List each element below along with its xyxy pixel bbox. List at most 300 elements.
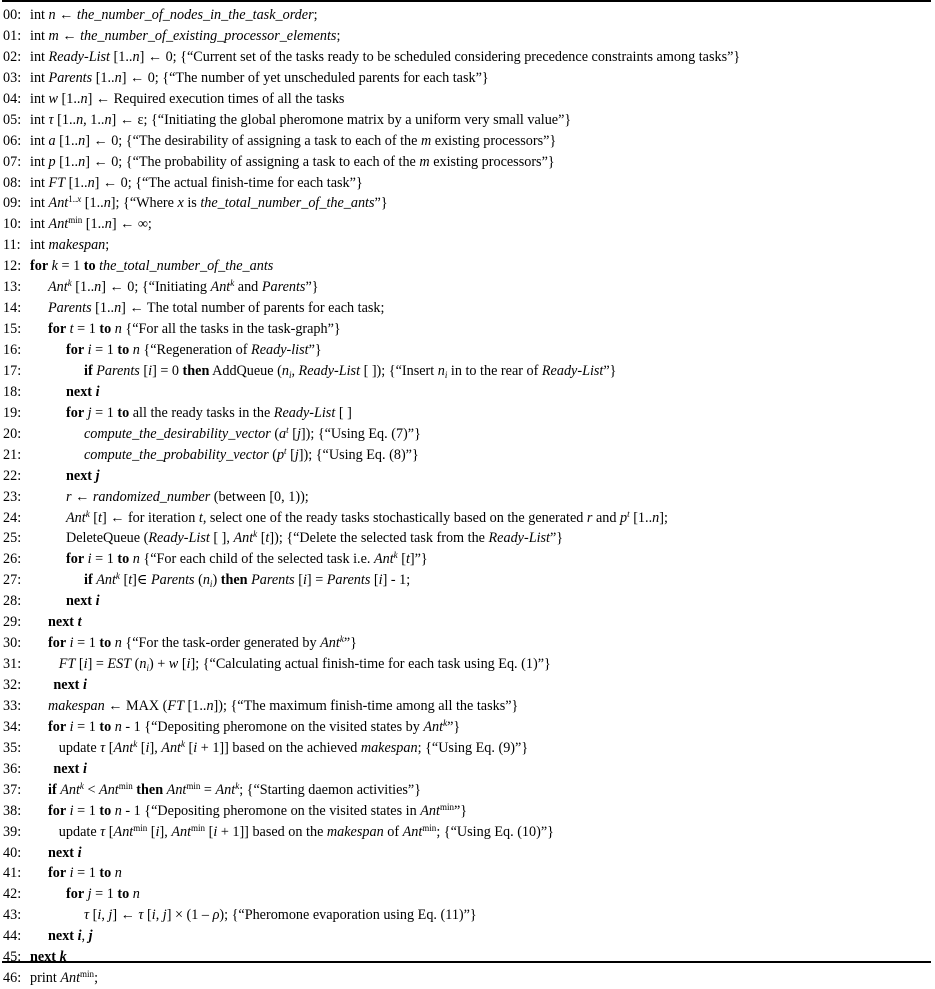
token: Ant (210, 279, 231, 296)
token: Ant (99, 781, 119, 798)
token: p (276, 446, 285, 463)
token: i (69, 865, 74, 882)
line-number: 23: (3, 488, 22, 505)
token: ] ← The total number of parents for each task; (121, 300, 385, 317)
token: i (444, 369, 448, 380)
token: k (235, 780, 240, 791)
line-text (30, 300, 384, 316)
token: [1.. (183, 697, 207, 714)
line-text (30, 949, 67, 965)
line-number: 15: (3, 321, 22, 338)
token: ] - 1; (382, 572, 411, 589)
token: for (66, 404, 85, 421)
token: Ant (373, 551, 394, 568)
token: n (104, 216, 112, 233)
token: x (177, 195, 184, 212)
token: Ready-List (488, 530, 550, 547)
token: w (168, 656, 179, 673)
line-number: 42: (3, 886, 22, 903)
token: r (586, 509, 593, 526)
token: Ready-List (541, 362, 604, 379)
token: [ (89, 907, 98, 924)
line-text (30, 572, 410, 588)
token: next (53, 760, 80, 777)
token: AddQueue ( (209, 362, 282, 379)
token: = 1 (73, 635, 100, 652)
line-number: 27: (3, 572, 22, 589)
line-number: 11: (3, 237, 21, 254)
token: Ant (166, 781, 187, 798)
token: [ ]); {“Insert (360, 362, 438, 379)
line-number: 31: (3, 656, 22, 673)
code-line (3, 801, 931, 822)
token: , 1.. (83, 111, 105, 128)
line-number: 32: (3, 677, 22, 693)
token: n (114, 300, 122, 317)
line-number: 38: (3, 802, 22, 819)
token: int (30, 27, 49, 44)
token: i (87, 551, 92, 568)
token: ] ← ε; {“Initiating the global pheromone matrix by a uniform very small value”} (111, 111, 572, 128)
code-line (3, 214, 931, 235)
token: to (99, 865, 112, 882)
token: k (181, 738, 185, 749)
token: [ (185, 739, 194, 756)
token: FT (167, 697, 184, 714)
token: [ (105, 739, 114, 756)
token: t (198, 509, 203, 526)
token: ; (313, 7, 318, 23)
code-line (3, 382, 931, 403)
token: to (117, 404, 130, 421)
token: n (48, 7, 56, 23)
token: FT (58, 656, 76, 673)
token: ”} (447, 718, 461, 735)
token: i (193, 739, 198, 756)
token: n (76, 111, 84, 128)
token: ]); {“Using Eq. (7)”} (300, 425, 421, 442)
token: ρ (212, 907, 220, 924)
token: a (48, 132, 56, 149)
token: next (66, 383, 93, 400)
code-line (3, 549, 931, 570)
token: , select one of the ready tasks stochastically based on the generated (202, 509, 587, 526)
token: is (183, 195, 201, 212)
token: , (101, 907, 109, 924)
token: ”} (305, 279, 319, 296)
token: n (114, 865, 122, 882)
token: t (284, 445, 287, 456)
token: Ant (60, 781, 80, 798)
token: [ ] (335, 404, 352, 421)
token: i (209, 579, 213, 590)
code-line (3, 717, 931, 738)
token: [1.. (629, 509, 653, 526)
token: the_number_of_existing_processor_elements (80, 27, 337, 44)
token: (between [0, 1)); (210, 488, 309, 505)
token: ]; {“Where (110, 195, 178, 212)
token: then (220, 572, 248, 589)
token: ] ← ∞; (111, 216, 152, 233)
token: makespan (48, 697, 105, 714)
token: i (82, 677, 87, 693)
line-number: 06: (3, 132, 22, 149)
token: [1.. (92, 69, 115, 86)
code-line (3, 654, 931, 675)
token: n (80, 90, 88, 107)
token: Ant (320, 635, 340, 652)
token: - 1 {“Depositing pheromone on the visited states by (121, 718, 424, 735)
token: Ready-List (148, 530, 210, 547)
token: min (133, 822, 148, 833)
token: to (117, 342, 130, 358)
line-text (30, 468, 100, 484)
token: i (186, 656, 191, 673)
line-number: 35: (3, 739, 22, 756)
token: j (87, 404, 92, 421)
token: n (114, 69, 122, 86)
token: for (48, 718, 67, 735)
code-line (3, 696, 931, 717)
token: if (48, 781, 57, 798)
token: [1.. (81, 195, 104, 212)
token: k (67, 278, 72, 289)
line-text (30, 405, 352, 421)
token: j (294, 446, 299, 463)
line-text (30, 175, 363, 191)
line-number: 18: (3, 383, 22, 400)
token: t (97, 509, 102, 526)
line-text (30, 740, 528, 756)
line-number: 44: (3, 928, 22, 945)
token: i (77, 928, 82, 945)
token: + 1]] based on the achieved (197, 739, 361, 756)
token: [ (370, 572, 379, 589)
token: n (132, 886, 140, 903)
token: ( (194, 572, 203, 589)
token: Ready-List (48, 48, 110, 65)
token: Ant (48, 216, 69, 233)
token: ] ← for iteration (101, 509, 199, 526)
token: i (148, 362, 153, 379)
token: k (230, 278, 235, 289)
line-number: 43: (3, 907, 22, 924)
token: k (443, 717, 448, 728)
token: = 1 (73, 865, 100, 882)
code-line (3, 863, 931, 884)
code-line (3, 445, 931, 466)
token: n (78, 132, 86, 149)
line-number: 21: (3, 446, 22, 463)
token: j (108, 907, 113, 924)
line-text (30, 91, 344, 107)
token: Ant (420, 802, 440, 819)
token: i (82, 760, 87, 777)
token: compute_the_probability_vector (84, 446, 269, 463)
line-number: 45: (3, 949, 22, 966)
line-text (30, 824, 554, 840)
token: ”} (308, 342, 322, 358)
token: {“For all the tasks in the task-graph”} (121, 321, 341, 338)
token: , (81, 928, 89, 945)
token: Ant (113, 739, 134, 756)
line-number: 28: (3, 593, 22, 610)
line-text (30, 195, 388, 211)
token: n (132, 551, 140, 568)
token: ; {“Using Eq. (10)”} (436, 823, 554, 840)
token: Ant (215, 781, 236, 798)
token: n (114, 635, 122, 652)
token: [1.. (110, 48, 133, 65)
token: n (652, 509, 660, 526)
token: = 1 (73, 321, 100, 338)
token: k (339, 634, 344, 645)
code-line (3, 403, 931, 424)
line-number: 13: (3, 279, 22, 296)
token: ) (212, 572, 221, 589)
token: to (99, 802, 112, 819)
token: [ (257, 530, 266, 547)
token: ”} (374, 195, 388, 212)
token: ← MAX ( (104, 697, 168, 714)
token: ”} (603, 362, 617, 379)
token: n (87, 174, 95, 191)
token: next (48, 614, 75, 631)
token: n (114, 802, 122, 819)
line-text (30, 154, 555, 170)
line-number: 10: (3, 216, 22, 233)
code-line (3, 47, 931, 68)
token: next (53, 677, 80, 693)
token: to (117, 551, 130, 568)
token: ”} (549, 530, 564, 547)
token: ; {“Using Eq. (9)”} (417, 739, 529, 756)
token: n (437, 362, 445, 379)
token: i (151, 907, 156, 924)
token: = 1 (91, 886, 118, 903)
token: int (30, 216, 49, 233)
code-line (3, 905, 931, 926)
token: [ (205, 823, 214, 840)
code-line (3, 26, 931, 47)
token: Parents (150, 572, 195, 589)
code-line (3, 466, 931, 487)
token: next (48, 928, 75, 945)
line-text (30, 279, 319, 295)
token: for (66, 886, 85, 903)
token: int (30, 153, 49, 170)
code-line (3, 570, 931, 591)
token: m (420, 132, 432, 149)
token: ← (58, 27, 81, 44)
code-line (3, 675, 931, 696)
line-number: 36: (3, 760, 22, 777)
token: ] ← 0; {“Initiating (101, 279, 211, 296)
token: existing processors”} (429, 153, 555, 170)
line-text (30, 593, 100, 609)
code-line (3, 759, 931, 780)
token: [1.. (91, 300, 115, 317)
line-number: 16: (3, 342, 22, 358)
token: [1.. (82, 216, 105, 233)
token: n (281, 362, 289, 379)
token: j (296, 425, 301, 442)
token: t (69, 321, 74, 338)
token: i (95, 593, 100, 610)
token: i (69, 718, 74, 735)
token: a (279, 425, 287, 442)
token: print (30, 970, 61, 987)
token: n (103, 195, 111, 212)
token: n (114, 321, 122, 338)
token: r (66, 488, 72, 505)
token: to (99, 321, 112, 338)
line-text (30, 907, 477, 923)
token: Ant (48, 279, 68, 296)
token: [1.. (53, 111, 77, 128)
line-text (30, 49, 740, 65)
token: DeleteQueue ( (66, 530, 149, 547)
token: next (30, 949, 57, 966)
token: [ ], (209, 530, 234, 547)
token: min (118, 780, 133, 791)
line-text (30, 845, 82, 861)
token: ], (149, 739, 162, 756)
token: [ (147, 823, 156, 840)
line-text (30, 656, 551, 672)
token: i (87, 342, 92, 358)
code-line (3, 822, 931, 843)
token: p (48, 153, 56, 170)
token: ( (131, 656, 140, 673)
token: [ (105, 823, 114, 840)
token: t (265, 530, 270, 547)
token: k (85, 508, 90, 519)
token: Parents (48, 69, 93, 86)
token: if (84, 572, 93, 589)
token: Parents (326, 572, 371, 589)
line-number: 19: (3, 404, 22, 421)
token: k (59, 949, 67, 966)
token: = 1 (91, 342, 118, 358)
code-line (3, 68, 931, 89)
line-text (30, 216, 152, 232)
code-line (3, 487, 931, 508)
token: - 1 {“Depositing pheromone on the visited states in (121, 802, 421, 819)
line-text (30, 133, 556, 149)
code-line (3, 5, 931, 26)
token: n (206, 697, 214, 714)
token: to (117, 886, 130, 903)
token: makespan (326, 823, 384, 840)
algorithm-listing (3, 5, 931, 989)
token: in to the rear of (447, 362, 542, 379)
code-line (3, 591, 931, 612)
token: min (68, 215, 83, 226)
token: int (30, 195, 49, 212)
line-number: 24: (3, 509, 22, 526)
token: ]; (659, 509, 668, 526)
token: update (58, 739, 101, 756)
token: Ant (402, 823, 423, 840)
token: ] ← Required execution times of all the tasks (87, 90, 345, 107)
token: ]∈ (132, 572, 151, 589)
token: ] = (87, 656, 108, 673)
token: ; (94, 970, 99, 987)
token: = (200, 781, 216, 798)
token: [ (119, 572, 129, 589)
token: to (83, 258, 96, 275)
token: ] ← 0; {“The desirability of assigning a task to each of the (85, 132, 421, 149)
token: ( (270, 425, 280, 442)
token: j (162, 907, 167, 924)
token: Parents (261, 279, 306, 296)
line-text (30, 510, 668, 526)
token: ← (71, 488, 93, 505)
token: [ (143, 907, 152, 924)
line-text (30, 426, 421, 442)
token: ”} (343, 635, 357, 652)
token: int (30, 90, 49, 107)
code-line (3, 780, 931, 801)
token: min (186, 780, 201, 791)
token: k (133, 738, 138, 749)
line-number: 20: (3, 425, 22, 442)
token: for (48, 321, 67, 338)
token: and (234, 279, 262, 296)
line-text (30, 342, 322, 358)
token: i (378, 572, 383, 589)
token: ; (105, 237, 110, 254)
token: [1.. (65, 174, 88, 191)
token: ]); {“Using Eq. (8)”} (298, 446, 419, 463)
code-line (3, 424, 931, 445)
token: i (69, 802, 74, 819)
token: [ (178, 656, 187, 673)
token: k (79, 780, 84, 791)
token: min (422, 822, 437, 833)
token: min (439, 801, 454, 812)
token: ] ← 0; {“The number of yet unscheduled parents for each task”} (121, 69, 489, 86)
token: {“For the task-order generated by (121, 635, 321, 652)
token: [1.. (58, 90, 81, 107)
token: τ (100, 739, 106, 756)
line-number: 05: (3, 111, 22, 128)
line-number: 26: (3, 551, 22, 568)
line-number: 25: (3, 530, 22, 547)
token: min (80, 969, 95, 980)
line-number: 41: (3, 865, 22, 882)
token: = 1 (57, 258, 84, 275)
token: int (30, 48, 49, 65)
code-line (3, 612, 931, 633)
token: all the ready tasks in the (129, 404, 274, 421)
code-line (3, 926, 931, 947)
line-number: 14: (3, 300, 22, 317)
token: Ant (233, 530, 254, 547)
code-line (3, 340, 931, 361)
token: w (48, 90, 58, 107)
token: n (132, 342, 140, 358)
code-line (3, 110, 931, 131)
token: t (286, 424, 289, 435)
token: τ (84, 907, 90, 924)
token: i (288, 369, 292, 380)
token: ]”} (409, 551, 428, 568)
code-line (3, 235, 931, 256)
token: Ant (60, 970, 81, 987)
line-text (30, 886, 140, 902)
